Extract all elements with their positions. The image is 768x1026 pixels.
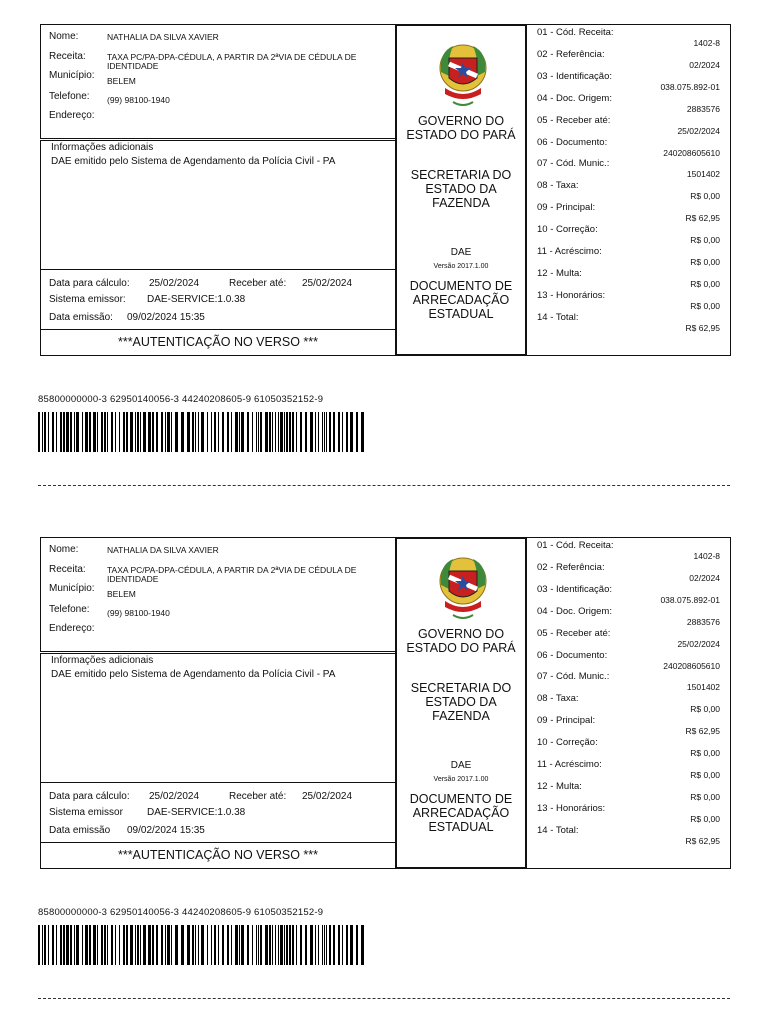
- value-row-value: R$ 62,95: [685, 213, 720, 224]
- municipio-label: Município:: [49, 583, 95, 594]
- receber-label: Receber até:: [229, 791, 287, 802]
- gov-title: [397, 627, 525, 655]
- para-coat-of-arms-icon: [435, 38, 491, 110]
- barcode-image: [38, 412, 364, 452]
- emissao-value: 09/02/2024 15:35: [127, 825, 205, 836]
- value-row-value: 02/2024: [689, 572, 720, 583]
- value-row-label: 06 - Documento:: [537, 136, 608, 148]
- doc-line-3: ESTADUAL: [428, 820, 494, 834]
- sec-line-2: ESTADO DA: [425, 182, 497, 196]
- value-row-label: 03 - Identificação:: [537, 583, 612, 595]
- value-row-label: 09 - Principal:: [537, 715, 596, 727]
- info-title: Informações adicionais: [51, 655, 154, 666]
- sec-line-3: FAZENDA: [432, 709, 490, 723]
- dae-label: DAE: [450, 760, 472, 771]
- calc-label: Data para cálculo:: [49, 791, 130, 802]
- gov-line-2: ESTADO DO PARÁ: [406, 128, 516, 142]
- telefone-label: Telefone:: [49, 604, 90, 615]
- doc-line-2: ARRECADAÇÃO: [412, 806, 510, 820]
- value-row-label: 04 - Doc. Origem:: [537, 92, 612, 104]
- value-row-value: 1402-8: [693, 551, 720, 561]
- nome-label: Nome:: [49, 31, 79, 42]
- value-row-label: 06 - Documento:: [537, 649, 608, 661]
- issuer-box: [395, 537, 527, 869]
- auth-box: [40, 842, 396, 869]
- calc-value: 25/02/2024: [149, 278, 200, 289]
- issuer-box: [395, 24, 527, 356]
- receita-label: Receita:: [49, 51, 86, 62]
- value-row-label: 11 - Acréscimo:: [537, 246, 602, 257]
- receber-value: 25/02/2024: [302, 278, 353, 289]
- receita-value-line2: IDENTIDADE: [107, 574, 159, 584]
- sistema-label: Sistema emissor: [49, 807, 123, 818]
- auth-box: [40, 329, 396, 356]
- sistema-value: DAE-SERVICE:1.0.38: [147, 294, 246, 305]
- telefone-value: (99) 98100-1940: [107, 608, 170, 618]
- value-row-label: 10 - Correção:: [537, 737, 598, 749]
- value-row-label: 02 - Referência:: [537, 561, 605, 573]
- value-row-label: 05 - Receber até:: [537, 114, 611, 126]
- value-row-value: R$ 0,00: [690, 235, 720, 246]
- auth-text: ***AUTENTICAÇÃO NO VERSO ***: [117, 335, 319, 349]
- value-row-label: 11 - Acréscimo:: [537, 759, 602, 770]
- emissao-label: Data emissão:: [49, 312, 113, 323]
- value-row-value: 25/02/2024: [677, 638, 720, 649]
- nome-value: NATHALIA DA SILVA XAVIER: [107, 32, 219, 42]
- telefone-label: Telefone:: [49, 91, 90, 102]
- doc-title: [397, 792, 525, 834]
- value-row-value: 1501402: [686, 682, 720, 693]
- sec-title: [397, 681, 525, 723]
- dae-slip-2: [0, 513, 768, 1026]
- sec-line-1: SECRETARIA DO: [410, 168, 512, 182]
- receita-label: Receita:: [49, 564, 86, 575]
- dates-box: [40, 270, 396, 330]
- value-row-label: 01 - Cód. Receita:: [537, 540, 614, 551]
- value-row-label: 12 - Multa:: [537, 780, 582, 792]
- value-row-value: 1402-8: [693, 38, 720, 48]
- calc-label: Data para cálculo:: [49, 278, 130, 289]
- info-title: Informações adicionais: [51, 142, 154, 153]
- value-row-label: 10 - Correção:: [537, 224, 598, 236]
- value-row-value: R$ 62,95: [685, 322, 720, 333]
- value-row-value: 02/2024: [689, 59, 720, 70]
- calc-value: 25/02/2024: [149, 791, 200, 802]
- barcode-image: [38, 925, 364, 965]
- receber-label: Receber até:: [229, 278, 287, 289]
- info-text: DAE emitido pelo Sistema de Agendamento da Polícia Civil - PA: [51, 156, 336, 167]
- sec-line-1: SECRETARIA DO: [410, 681, 512, 695]
- value-row-value: 038.075.892-01: [660, 594, 720, 605]
- barcode-digits: 85800000000-3 62950140056-3 44240208605-9 61050352152-9: [38, 907, 324, 918]
- municipio-value: BELEM: [107, 76, 136, 86]
- telefone-value: (99) 98100-1940: [107, 95, 170, 105]
- dae-label: DAE: [450, 247, 472, 258]
- emissao-value: 09/02/2024 15:35: [127, 312, 205, 323]
- value-row-label: 13 - Honorários:: [537, 802, 606, 814]
- value-row-label: 14 - Total:: [537, 824, 579, 836]
- value-row-value: R$ 0,00: [690, 748, 720, 759]
- gov-title: [397, 114, 525, 142]
- municipio-value: BELEM: [107, 589, 136, 599]
- value-row-value: 25/02/2024: [677, 125, 720, 136]
- value-row-value: 240208605610: [663, 660, 720, 671]
- doc-line-1: DOCUMENTO DE: [409, 792, 513, 806]
- values-box: [526, 537, 731, 869]
- taxpayer-box: [40, 24, 396, 139]
- value-row-label: 04 - Doc. Origem:: [537, 605, 612, 617]
- municipio-label: Município:: [49, 70, 95, 81]
- taxpayer-box: [40, 537, 396, 652]
- gov-line-1: GOVERNO DO: [417, 114, 505, 128]
- emissao-label: Data emissão: [49, 825, 111, 836]
- version-label: Versão 2017.1.00: [433, 263, 489, 270]
- value-row-value: R$ 0,00: [690, 770, 720, 780]
- value-row-value: 240208605610: [663, 147, 720, 158]
- sistema-label: Sistema emissor:: [49, 294, 126, 305]
- receber-value: 25/02/2024: [302, 791, 353, 802]
- receita-value-line2: IDENTIDADE: [107, 61, 159, 71]
- value-row-value: R$ 62,95: [685, 835, 720, 846]
- receita-value-line1: TAXA PC/PA-DPA-CÉDULA, A PARTIR DA 2ªVIA DE CÉDULA DE: [107, 52, 357, 62]
- value-row-value: 2883576: [686, 616, 720, 627]
- value-row-label: 07 - Cód. Munic.:: [537, 158, 610, 170]
- dates-box: [40, 783, 396, 843]
- nome-value: NATHALIA DA SILVA XAVIER: [107, 545, 219, 555]
- value-row-value: R$ 0,00: [690, 704, 720, 715]
- value-row-label: 14 - Total:: [537, 311, 579, 323]
- barcode-digits: 85800000000-3 62950140056-3 44240208605-9 61050352152-9: [38, 394, 324, 405]
- value-row-label: 13 - Honorários:: [537, 289, 606, 301]
- gov-line-1: GOVERNO DO: [417, 627, 505, 641]
- endereco-label: Endereço:: [49, 623, 95, 634]
- endereco-label: Endereço:: [49, 110, 95, 121]
- doc-line-2: ARRECADAÇÃO: [412, 293, 510, 307]
- value-row-label: 05 - Receber até:: [537, 627, 611, 639]
- auth-text: ***AUTENTICAÇÃO NO VERSO ***: [117, 848, 319, 862]
- value-row-value: 1501402: [686, 169, 720, 180]
- value-row-value: R$ 0,00: [690, 300, 720, 311]
- doc-line-1: DOCUMENTO DE: [409, 279, 513, 293]
- sec-title: [397, 168, 525, 210]
- values-box: [526, 24, 731, 356]
- gov-line-2: ESTADO DO PARÁ: [406, 641, 516, 655]
- value-row-label: 09 - Principal:: [537, 202, 596, 214]
- value-row-value: R$ 62,95: [685, 726, 720, 737]
- value-row-label: 02 - Referência:: [537, 48, 605, 60]
- info-text: DAE emitido pelo Sistema de Agendamento da Polícia Civil - PA: [51, 669, 336, 680]
- value-row-value: 2883576: [686, 103, 720, 114]
- value-row-label: 12 - Multa:: [537, 267, 582, 279]
- sistema-value: DAE-SERVICE:1.0.38: [147, 807, 246, 818]
- value-row-value: R$ 0,00: [690, 791, 720, 802]
- doc-line-3: ESTADUAL: [428, 307, 494, 321]
- doc-title: [397, 279, 525, 321]
- value-row-value: R$ 0,00: [690, 191, 720, 202]
- sec-line-3: FAZENDA: [432, 196, 490, 210]
- sec-line-2: ESTADO DA: [425, 695, 497, 709]
- version-label: Versão 2017.1.00: [433, 776, 489, 783]
- receita-value-line1: TAXA PC/PA-DPA-CÉDULA, A PARTIR DA 2ªVIA DE CÉDULA DE: [107, 565, 357, 575]
- nome-label: Nome:: [49, 544, 79, 555]
- cut-line: [38, 485, 730, 486]
- para-coat-of-arms-icon: [435, 551, 491, 623]
- value-row-value: R$ 0,00: [690, 813, 720, 824]
- value-row-label: 01 - Cód. Receita:: [537, 27, 614, 38]
- value-row-value: 038.075.892-01: [660, 81, 720, 92]
- info-box: [40, 653, 396, 783]
- value-row-value: R$ 0,00: [690, 257, 720, 267]
- value-row-label: 03 - Identificação:: [537, 70, 612, 82]
- value-row-label: 08 - Taxa:: [537, 693, 579, 705]
- value-row-value: R$ 0,00: [690, 278, 720, 289]
- info-box: [40, 140, 396, 270]
- value-row-label: 08 - Taxa:: [537, 180, 579, 192]
- cut-line: [38, 998, 730, 999]
- value-row-label: 07 - Cód. Munic.:: [537, 671, 610, 683]
